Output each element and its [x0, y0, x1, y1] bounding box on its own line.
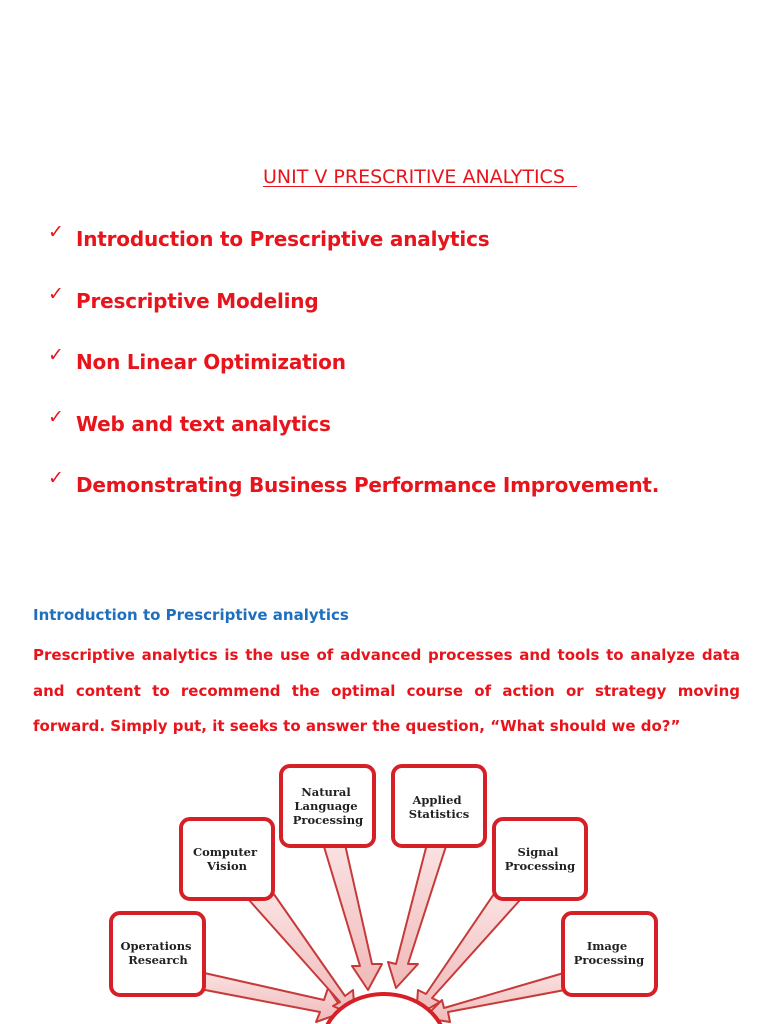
analytics-fields-diagram	[0, 750, 768, 1024]
list-item-text: Prescriptive Modeling	[76, 288, 319, 313]
svg-text:Applied Statistics	[409, 793, 469, 821]
svg-text:Operations Research	[120, 939, 195, 967]
box-label: Signal	[517, 845, 559, 859]
list-item	[48, 468, 659, 530]
section-heading: Introduction to Prescriptive analytics	[33, 606, 349, 624]
list-item-text: Web and text analytics	[76, 411, 331, 436]
field-box-image-processing	[563, 913, 656, 995]
checkmark-icon: ✓	[48, 344, 64, 366]
box-label: Research	[128, 953, 188, 967]
checkmark-icon: ✓	[48, 467, 64, 489]
box-label: Computer	[192, 845, 258, 859]
box-label: Applied	[412, 793, 462, 807]
topic-list	[48, 222, 659, 530]
list-item	[48, 222, 659, 284]
checkmark-icon: ✓	[48, 221, 64, 243]
box-label: Image	[586, 939, 628, 953]
checkmark-icon: ✓	[48, 405, 64, 428]
field-box-signal-processing	[494, 819, 586, 899]
box-label: Processing	[292, 813, 364, 827]
arrow	[322, 840, 382, 990]
box-label: Processing	[504, 859, 576, 873]
box-label: Natural	[301, 785, 351, 799]
list-item-text: Demonstrating Business Performance Improvement.	[76, 473, 660, 497]
field-box-computer-vision	[181, 819, 273, 899]
svg-text:Natural Language P	[293, 785, 363, 827]
box-label: Operations	[120, 939, 192, 953]
list-item	[48, 284, 659, 346]
list-item-text: Non Linear Optimization	[76, 350, 346, 374]
box-label: Language	[294, 799, 358, 813]
field-box-applied-statistics	[393, 766, 485, 846]
list-item	[48, 407, 659, 469]
unit-title: UNIT V PRESCRITIVE ANALYTICS	[263, 166, 577, 188]
field-box-operations-research	[111, 913, 204, 995]
box-label: Statistics	[408, 807, 470, 821]
list-item-text: Introduction to Prescriptive analytics	[76, 227, 490, 251]
field-box-natural-language-processing	[281, 766, 374, 846]
arrow	[388, 840, 448, 988]
box-label: Vision	[207, 859, 247, 873]
checkmark-icon: ✓	[48, 282, 64, 305]
list-item	[48, 345, 659, 407]
box-label: Processing	[573, 953, 645, 967]
intro-paragraph: Prescriptive analytics is the use of advanced processes and tools to analyze data and content to recommend the optimal course of action or strategy moving forward. Simply put, it seeks to answer the question, “What should we do?”	[33, 646, 740, 735]
